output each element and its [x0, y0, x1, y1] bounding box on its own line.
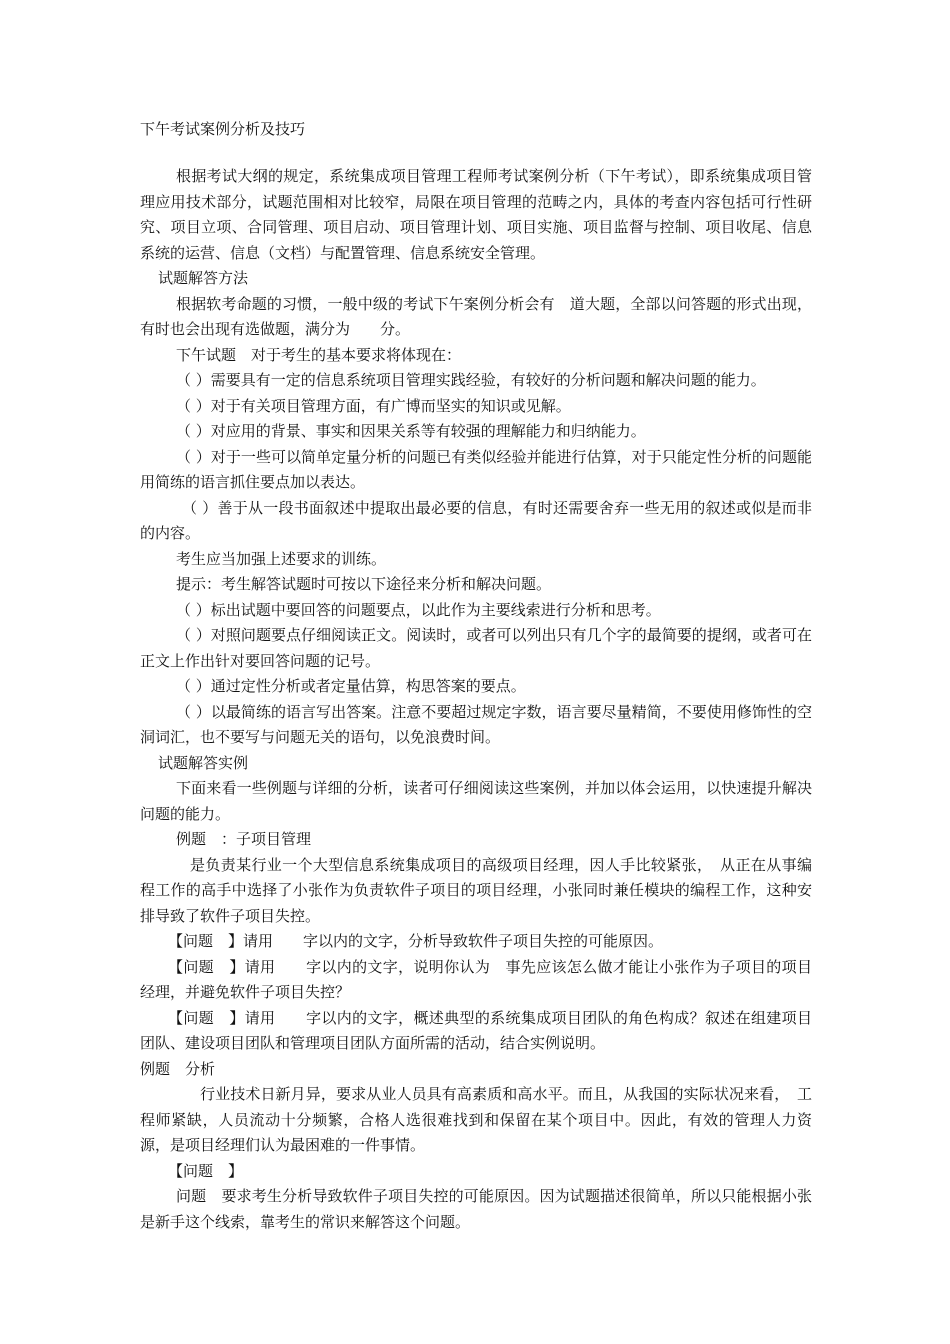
question: 【问题 】请用 字以内的文字，说明你认为 事先应该怎么做才能让小张作为子项目的项目经理，并避免软件子项目失控？ [140, 957, 812, 1001]
paragraph-analysis: 行业技术日新月异，要求从业人员具有高素质和高水平。而且，从我国的实际状况来看， 工程师紧缺，人员流动十分频繁，合格人选很难找到和保留在某个项目中。因此，有效的管理人力资源，是项目经理们认为最困难的一件事情。 [140, 1085, 812, 1154]
document-body [140, 164, 812, 1235]
list-item: （ ）以最简练的语言写出答案。注意不要超过规定字数，语言要尽量精简，不要使用修饰性的空洞词汇，也不要写与问题无关的语句，以免浪费时间。 [140, 702, 812, 746]
document-title: 下午考试案例分析及技巧 [140, 120, 306, 138]
question-heading: 【问题 】 [168, 1161, 244, 1180]
list-item: （ ）标出试题中要回答的问题要点，以此作为主要线索进行分析和思考。 [176, 600, 661, 619]
list-item: （ ）对于一些可以简单定量分析的问题已有类似经验并能进行估算，对于只能定性分析的问题能用简练的语言抓住要点加以表达。 [140, 447, 812, 491]
question: 【问题 】请用 字以内的文字，分析导致软件子项目失控的可能原因。 [168, 932, 664, 950]
list-item: （ ）通过定性分析或者定量估算，构思答案的要点。 [176, 677, 526, 695]
paragraph: 根据软考命题的习惯，一般中级的考试下午案例分析会有 道大题，全部以问答题的形式出现，有时也会出现有选做题，满分为 分。 [140, 294, 812, 338]
paragraph: 下面来看一些例题与详细的分析，读者可仔细阅读这些案例，并加以体会运用，以快速提升解决问题的能力。 [140, 779, 812, 823]
example-heading: 例题 ：子项目管理 [176, 830, 312, 848]
paragraph: 提示：考生解答试题时可按以下途径来分析和解决问题。 [176, 575, 552, 593]
paragraph: 问题 要求考生分析导致软件子项目失控的可能原因。因为试题描述很简单，所以只能根据小张是新手这个线索，靠考生的常识来解答这个问题。 [140, 1187, 812, 1231]
paragraph-case: 是负责某行业一个大型信息系统集成项目的高级项目经理，因人手比较紧张， 从正在从事编程工作的高手中选择了小张作为负责软件子项目的项目经理，小张同时兼任模块的编程工作，这种安排导致了软件子项目失控。 [140, 855, 812, 925]
section-heading-method: 试题解答方法 [158, 269, 249, 287]
section-heading-examples: 试题解答实例 [158, 753, 249, 772]
list-item: （ ）对应用的背景、事实和因果关系等有较强的理解能力和归纳能力。 [176, 422, 646, 440]
list-item: （ ）善于从一段书面叙述中提取出最必要的信息，有时还需要舍弃一些无用的叙述或似是而非的内容。 [140, 498, 812, 542]
analysis-heading: 例题 分析 [140, 1059, 216, 1078]
list-item: （ ）对照问题要点仔细阅读正文。阅读时，或者可以列出只有几个字的最简要的提纲，或者可在正文上作出针对要回答问题的记号。 [140, 626, 812, 670]
paragraph: 考生应当加强上述要求的训练。 [176, 549, 387, 568]
list-item: （ ）需要具有一定的信息系统项目管理实践经验，有较好的分析问题和解决问题的能力。 [176, 371, 766, 389]
paragraph-intro: 根据考试大纲的规定，系统集成项目管理工程师考试案例分析（下午考试），即系统集成项目管理应用技术部分，试题范围相对比较窄，局限在项目管理的范畴之内，具体的考查内容包括可行性研究、项目立项、合同管理、项目启动、项目管理计划、项目实施、项目监督与控制、项目收尾、信息系统的运营、信息（文档）与配置管理、信息系统安全管理。 [140, 167, 812, 262]
paragraph: 下午试题 对于考生的基本要求将体现在： [176, 345, 462, 364]
question: 【问题 】请用 字以内的文字，概述典型的系统集成项目团队的角色构成？叙述在组建项目团队、建设项目团队和管理项目团队方面所需的活动，结合实例说明。 [140, 1008, 812, 1052]
list-item: （ ）对于有关项目管理方面，有广博而坚实的知识或见解。 [176, 396, 571, 415]
